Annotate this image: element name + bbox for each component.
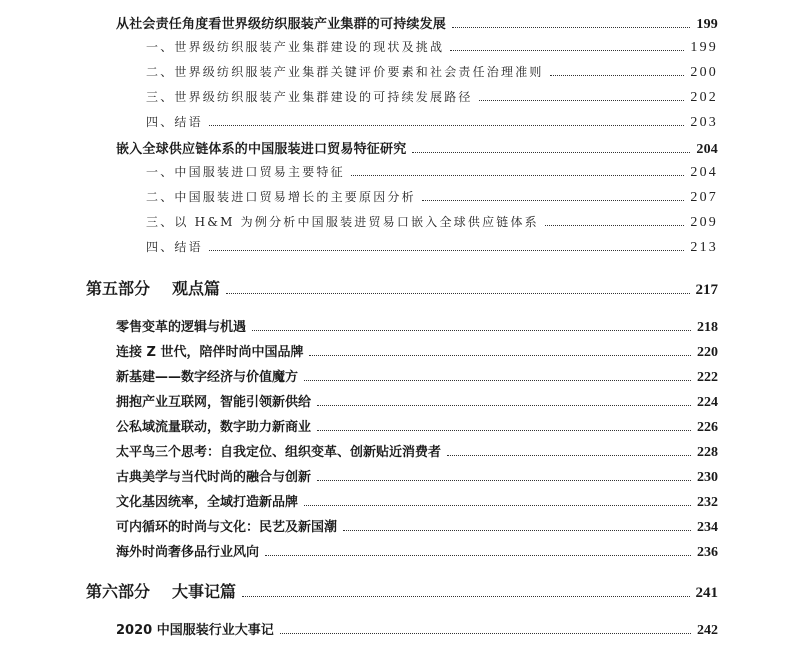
article-title: 可内循环的时尚与文化：民艺及新国潮 — [116, 520, 338, 535]
toc-page-number: 199 — [690, 40, 718, 55]
leader-dots — [545, 224, 685, 226]
toc-page-number: 230 — [697, 470, 718, 485]
leader-dots — [343, 529, 691, 531]
leader-dots — [304, 504, 691, 506]
leader-dots — [479, 99, 685, 101]
toc-page-number: 222 — [697, 370, 718, 385]
toc-page-number: 203 — [690, 115, 718, 130]
toc-subsection-title: 四、结语 — [146, 240, 203, 254]
leader-dots — [412, 151, 690, 153]
toc-article-entry[interactable] — [116, 416, 718, 436]
article-title: 海外时尚奢侈品行业风向 — [116, 545, 260, 560]
toc-article-entry[interactable] — [116, 316, 718, 336]
part-number: 第六部分 — [86, 584, 151, 601]
toc-page-number: 228 — [697, 445, 718, 460]
toc-subsection-title: 三、世界级纺织服装产业集群建设的可持续发展路径 — [146, 90, 473, 104]
toc-section-entry[interactable] — [116, 13, 718, 33]
toc-subsection-title: 一、世界级纺织服装产业集群建设的现状及挑战 — [146, 40, 445, 54]
toc-part-heading[interactable] — [86, 579, 718, 602]
toc-page-number: 213 — [690, 240, 718, 255]
toc-page-number: 200 — [690, 65, 718, 80]
toc-page-number: 199 — [696, 17, 718, 32]
toc-page-number: 241 — [695, 585, 718, 601]
toc-page-number: 232 — [697, 495, 718, 510]
leader-dots — [252, 329, 691, 331]
toc-article-entry[interactable] — [116, 516, 718, 536]
article-title: 新基建——数字经济与价值魔方 — [116, 370, 299, 385]
toc-subsection-entry[interactable] — [146, 213, 718, 231]
article-title: 零售变革的逻辑与机遇 — [116, 320, 247, 335]
article-title: 文化基因统率，全域打造新品牌 — [116, 495, 299, 510]
toc-section-title: 从社会责任角度看世界级纺织服装产业集群的可持续发展 — [116, 17, 447, 32]
part-name: 大事记篇 — [172, 584, 237, 601]
article-title: 2020 中国服装行业大事记 — [116, 623, 274, 638]
toc-subsection-title: 二、中国服装进口贸易增长的主要原因分析 — [146, 190, 416, 204]
leader-dots — [242, 595, 689, 597]
leader-dots — [304, 379, 691, 381]
toc-page-number: 218 — [697, 320, 718, 335]
part-name: 观点篇 — [172, 281, 221, 298]
toc-page-number: 207 — [690, 190, 718, 205]
part-title — [86, 276, 220, 299]
leader-dots — [226, 292, 689, 294]
leader-dots — [351, 174, 685, 176]
toc-subsection-title: 一、中国服装进口贸易主要特征 — [146, 165, 345, 179]
article-title: 古典美学与当代时尚的融合与创新 — [116, 470, 312, 485]
leader-dots — [265, 554, 691, 556]
toc-subsection-title: 二、世界级纺织服装产业集群关键评价要素和社会责任治理准则 — [146, 65, 544, 79]
leader-dots — [317, 479, 691, 481]
article-title: 公私域流量联动，数字助力新商业 — [116, 420, 312, 435]
toc-article-entry[interactable] — [116, 441, 718, 461]
leader-dots — [280, 632, 691, 634]
toc-article-entry[interactable] — [116, 619, 718, 639]
leader-dots — [422, 199, 685, 201]
toc-subsection-entry[interactable] — [146, 163, 718, 181]
toc-part-heading[interactable] — [86, 276, 718, 299]
toc-page-number: 204 — [696, 142, 718, 157]
toc-page-number: 220 — [697, 345, 718, 360]
toc-subsection-entry[interactable] — [146, 88, 718, 106]
toc-section-title: 嵌入全球供应链体系的中国服装进口贸易特征研究 — [116, 142, 407, 157]
article-title: 连接 Z 世代，陪伴时尚中国品牌 — [116, 345, 304, 360]
toc-subsection-entry[interactable] — [146, 238, 718, 256]
leader-dots — [447, 454, 691, 456]
leader-dots — [317, 429, 691, 431]
toc-section-entry[interactable] — [116, 138, 718, 158]
toc-article-entry[interactable] — [116, 541, 718, 561]
toc-subsection-entry[interactable] — [146, 113, 718, 131]
toc-subsection-entry[interactable] — [146, 188, 718, 206]
leader-dots — [452, 26, 690, 28]
leader-dots — [309, 354, 691, 356]
leader-dots — [450, 49, 684, 51]
toc-page-number: 224 — [697, 395, 718, 410]
toc-article-entry[interactable] — [116, 466, 718, 486]
toc-article-entry[interactable] — [116, 341, 718, 361]
toc-subsection-title: 四、结语 — [146, 115, 203, 129]
toc-subsection-entry[interactable] — [146, 63, 718, 81]
part-number: 第五部分 — [86, 281, 151, 298]
article-title: 拥抱产业互联网，智能引领新供给 — [116, 395, 312, 410]
toc-page-number: 236 — [697, 545, 718, 560]
toc-subsection-title: 三、以 H&M 为例分析中国服装进贸易口嵌入全球供应链体系 — [146, 215, 539, 229]
toc-subsection-entry[interactable] — [146, 38, 718, 56]
article-title: 太平鸟三个思考：自我定位、组织变革、创新贴近消费者 — [116, 445, 442, 460]
leader-dots — [550, 74, 685, 76]
toc-page-number: 217 — [695, 282, 718, 298]
leader-dots — [209, 124, 685, 126]
part-title — [86, 579, 236, 602]
toc-page-number: 234 — [697, 520, 718, 535]
toc-page-number: 202 — [690, 90, 718, 105]
toc-article-entry[interactable] — [116, 491, 718, 511]
toc-page-number: 242 — [697, 623, 718, 638]
toc-page-number: 226 — [697, 420, 718, 435]
toc-page-number: 209 — [690, 215, 718, 230]
leader-dots — [317, 404, 691, 406]
toc-page-number: 204 — [690, 165, 718, 180]
leader-dots — [209, 249, 685, 251]
toc-article-entry[interactable] — [116, 366, 718, 386]
toc-article-entry[interactable] — [116, 391, 718, 411]
